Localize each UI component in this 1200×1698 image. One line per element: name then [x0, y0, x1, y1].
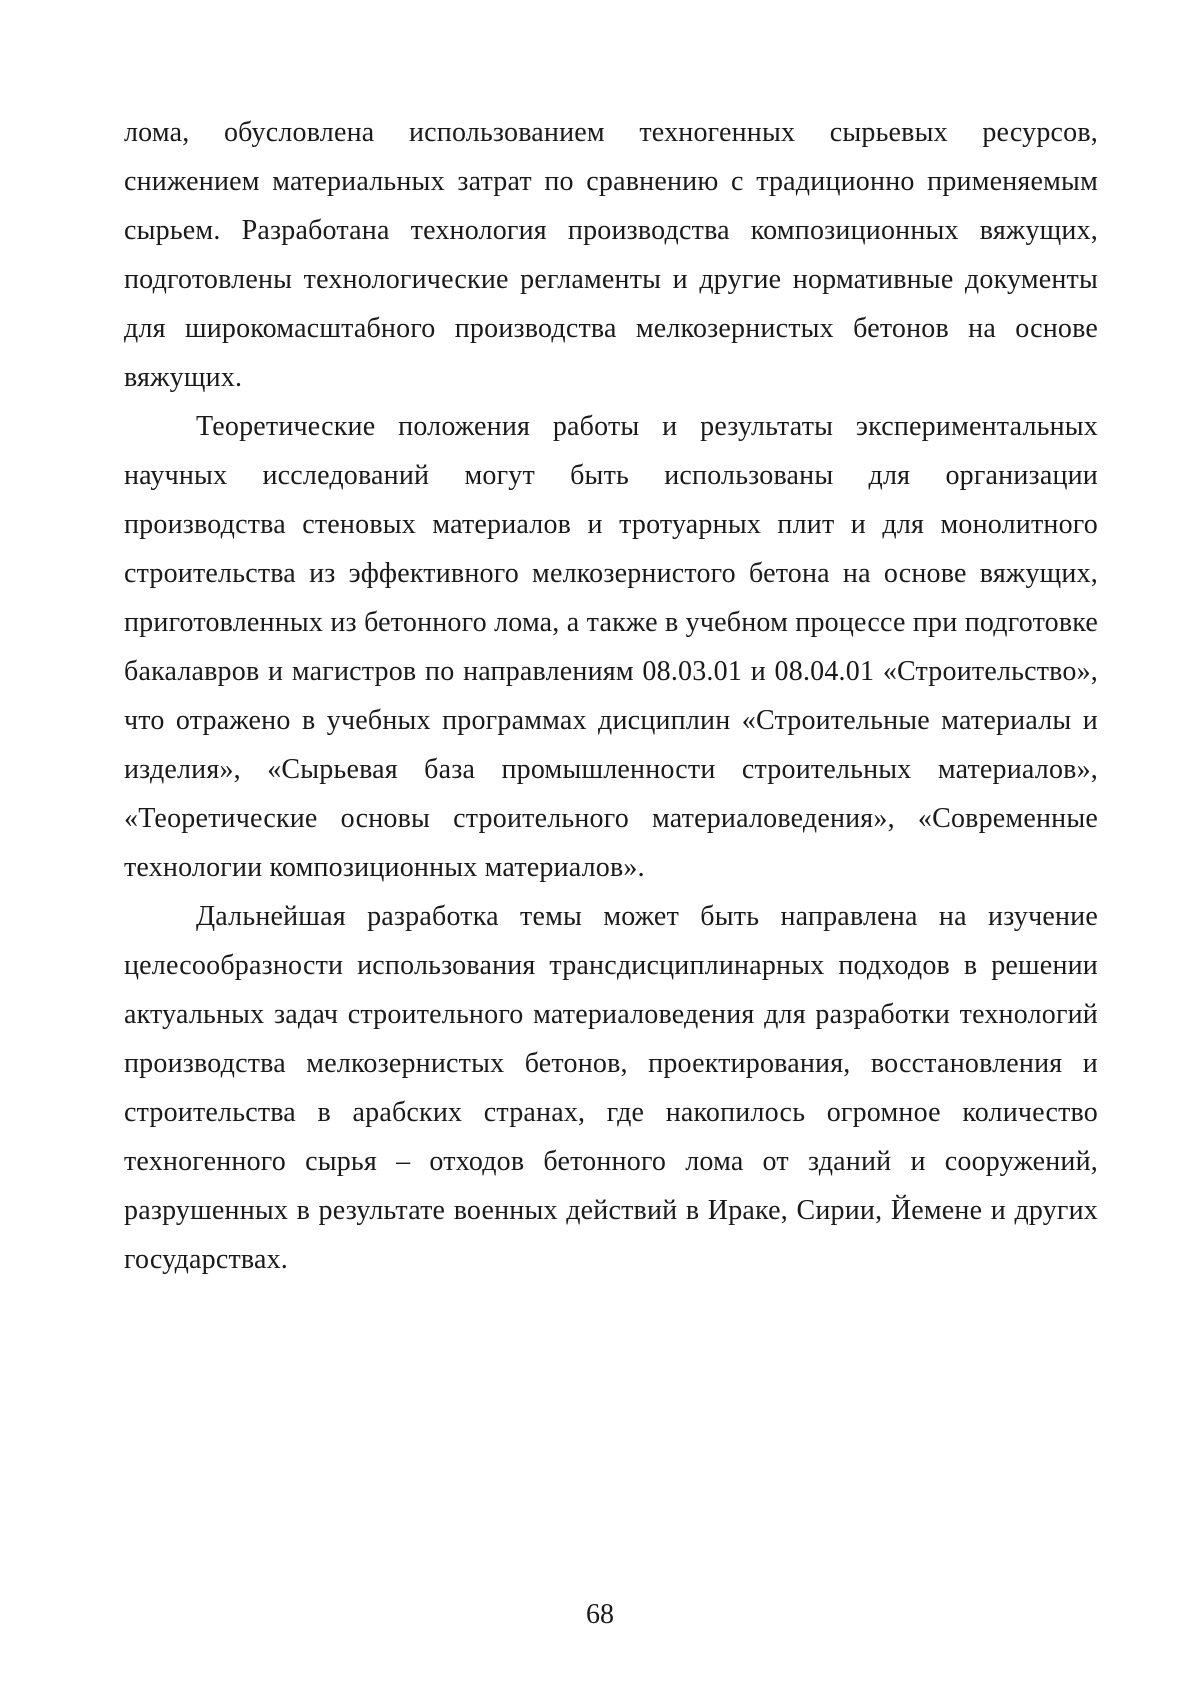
page-number: 68 — [586, 1599, 614, 1630]
paragraph-applications: Теоретические положения работы и результаты экспериментальных научных исследований могут быть использованы для организации производства стеновых материалов и тротуарных плит и для монолитного строительства из эффективного мелкозернистого бетона на основе вяжущих, приготовленных из бетонного лома, а также в учебном процессе при подготовке бакалавров и магистров по направлениям 08.03.01 и 08.04.01 «Строительство», что отражено в учебных программах дисциплин «Строительные материалы и изделия», «Сырьевая база промышленности строительных материалов», «Теоретические основы строительного материаловедения», «Современные технологии композиционных материалов». — [124, 411, 1098, 883]
paragraph-continuation: лома, обусловлена использованием техногенных сырьевых ресурсов, снижением материальных затрат по сравнению с традиционно применяемым сырьем. Разработана технология производства композиционных вяжущих, подготовлены технологические регламенты и другие нормативные документы для широкомасштабного производства мелкозернистых бетонов на основе вяжущих. — [124, 117, 1098, 393]
paragraph-future-work: Дальнейшая разработка темы может быть направлена на изучение целесообразности использования трансдисциплинарных подходов в решении актуальных задач строительного материаловедения для разработки технологий производства мелкозернистых бетонов, проектирования, восстановления и строительства в арабских странах, где накопилось огромное количество техногенного сырья – отходов бетонного лома от зданий и сооружений, разрушенных в результате военных действий в Ираке, Сирии, Йемене и других государствах. — [124, 901, 1098, 1275]
body-text — [124, 108, 1098, 1284]
